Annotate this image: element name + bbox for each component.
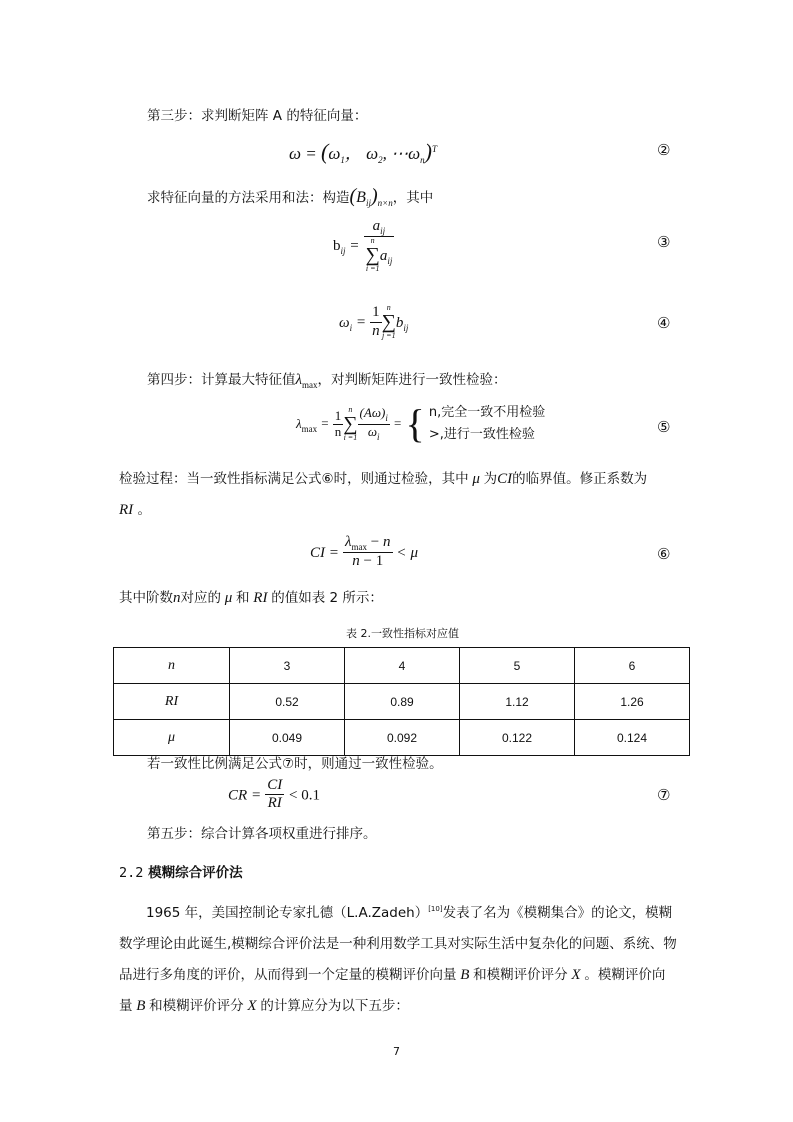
table-cell: 6 (575, 648, 690, 684)
table-row (114, 648, 690, 684)
equation-2-number: ② (657, 141, 671, 159)
cr-text: 若一致性比例满足公式⑦时，则通过一致性检验。 (147, 756, 443, 772)
table-cell: 0.89 (345, 684, 460, 720)
row-header: n (114, 648, 230, 684)
table-cell: 3 (230, 648, 345, 684)
table-cell: 0.52 (230, 684, 345, 720)
step4-text: 第四步：计算最大特征值$\lambda_{max}$，对判断矩阵进行一致性检验： (147, 372, 507, 390)
equation-7: CR = $\frac{CI}{RI}$ < 0.1 (228, 777, 320, 812)
table-cell: 0.124 (575, 720, 690, 756)
step5-text: 第五步：综合计算各项权重进行排序。 (147, 826, 377, 842)
ri-table (113, 647, 690, 756)
step3-text: 第三步：求判断矩阵 A 的特征向量： (147, 108, 368, 124)
check-paragraph: 检验过程：当一致性指标满足公式⑥时，则通过检验，其中 μ 为CI的临界值。修正系数为 RI 。 (119, 471, 648, 518)
table-row (114, 720, 690, 756)
table-row (114, 684, 690, 720)
method-text: 求特征向量的方法采用和法：构造$(B_{ij})_{n\times n}$，其中 (147, 185, 434, 208)
table-cell: 1.26 (575, 684, 690, 720)
equation-4: $\omega_i$ = $\frac{1}{n}$ n ∑ j =1 $b_{ij}$ (339, 303, 409, 340)
section-heading: 2.2 模糊综合评价法 (119, 865, 243, 881)
equation-3: $b_{ij}$ = $a_{ij}$ n ∑ i =1 $a_{ij}$ (333, 218, 393, 274)
row-header: μ (114, 720, 230, 756)
case-greater: >,进行一致性检验 (428, 427, 535, 442)
equation-5-number: ⑤ (657, 418, 671, 436)
table-cell: 0.049 (230, 720, 345, 756)
equation-2: $\omega = (\omega_1$， $\omega_2$, $\cdots\omega_n)^T$ (289, 139, 437, 165)
equation-4-number: ④ (657, 314, 671, 332)
order-text: 其中阶数n对应的 μ 和 RI 的值如表 2 所示： (119, 590, 383, 606)
equation-7-number: ⑦ (657, 786, 671, 804)
page-number: 7 (393, 1045, 400, 1058)
case-equal: n,完全一致不用检验 (428, 405, 546, 420)
equation-3-number: ③ (657, 233, 671, 251)
row-header: RI (114, 684, 230, 720)
equation-6: CI = $\frac{\lambda_{max} - n}{n - 1}$ < μ (310, 534, 419, 570)
equation-6-number: ⑥ (657, 545, 671, 563)
table-cell: 5 (460, 648, 575, 684)
equation-5: $\lambda_{max}$ = $\frac{1}{n}$ n ∑ i =1 $\frac{(A\omega)_i}{\omega_i}$ = { n,完全一致不用检验 >,进行一致性检验 (296, 401, 546, 446)
table-cell: 0.092 (345, 720, 460, 756)
table-cell: 0.122 (460, 720, 575, 756)
fuzzy-paragraph: 1965 年，美国控制论专家扎德（L.A.Zadeh）[10]发表了名为《模糊集合》的论文，模糊数学理论由此诞生,模糊综合评价法是一种利用数学工具对实际生活中复杂化的问题、系统、物品进行多角度的评价，从而得到一个定量的模糊评价向量 B 和模糊评价评分 X 。模糊评价向量 B 和模糊评价评分 X 的计算应分为以下五步： (119, 905, 677, 1014)
table-caption: 表 2.一致性指标对应值 (346, 627, 459, 640)
table-cell: 1.12 (460, 684, 575, 720)
table-cell: 4 (345, 648, 460, 684)
